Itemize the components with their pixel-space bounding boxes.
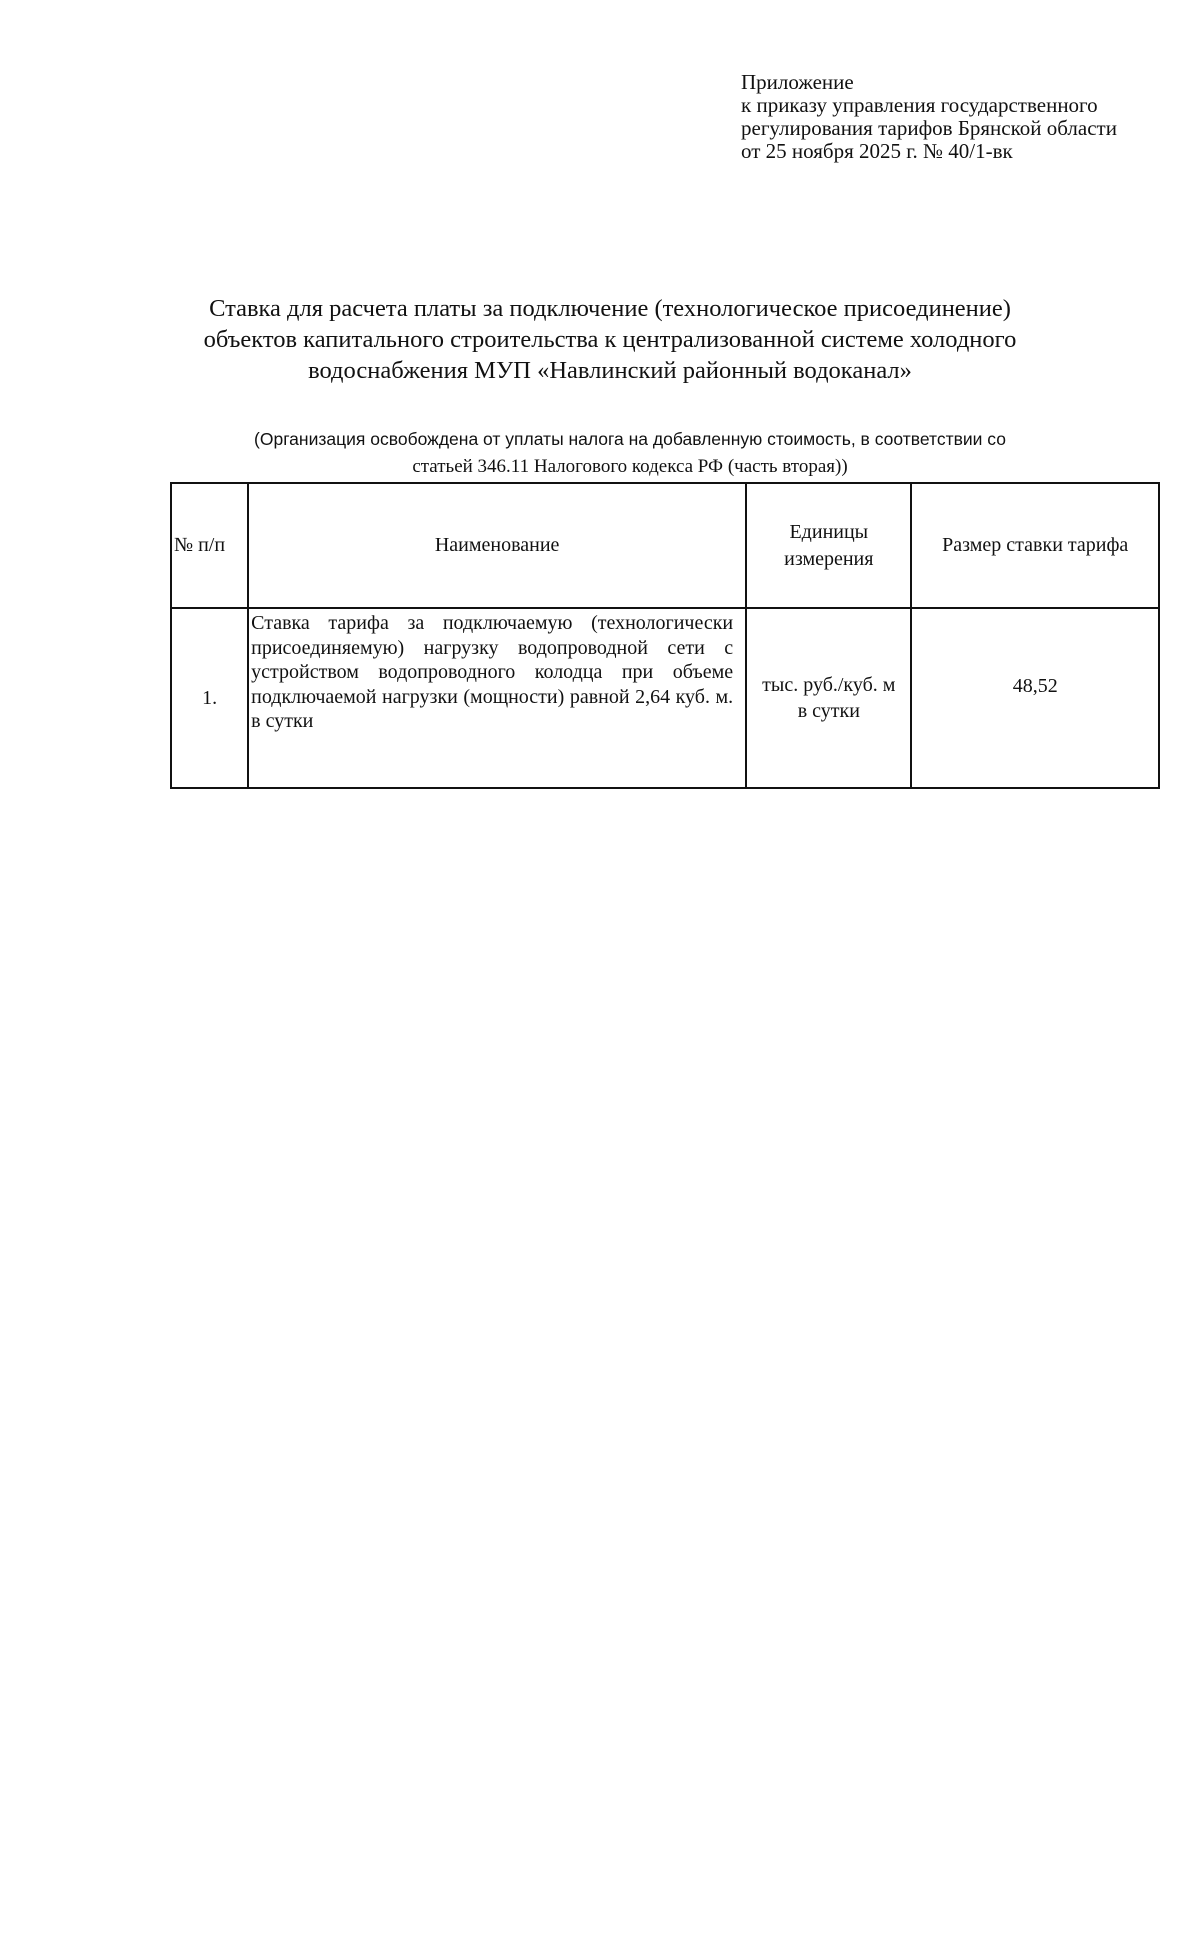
- table-header-row: [171, 483, 1159, 608]
- row-unit-line: в сутки: [797, 700, 860, 722]
- header-value: Размер ставки тарифа: [911, 483, 1159, 608]
- title-line: Ставка для расчета платы за подключение (технологическое присоединение): [209, 295, 1011, 322]
- document-title: [150, 293, 1070, 386]
- appendix-block: [741, 71, 1181, 163]
- row-name: Ставка тарифа за подключаемую (технологически присоединяемую) нагрузку водопроводной сети с устройством водопроводного колодца при объеме подключаемой нагрузки (мощности) равной 2,64 куб. м. в сутки: [248, 608, 746, 788]
- header-number: № п/п: [171, 483, 248, 608]
- header-unit: [746, 483, 911, 608]
- row-value-text: 48,52: [1012, 674, 1058, 697]
- note-line: статьей 346.11 Налогового кодекса РФ (часть вторая)): [412, 456, 848, 477]
- row-unit-line: тыс. руб./куб. м: [762, 674, 896, 696]
- header-name: Наименование: [248, 483, 746, 608]
- header-unit-line: Единицы: [789, 520, 869, 543]
- appendix-line: от 25 ноября 2025 г. № 40/1-вк: [741, 139, 1013, 163]
- row-unit: [746, 608, 911, 788]
- appendix-line: регулирования тарифов Брянской области: [741, 116, 1117, 140]
- table-row: [171, 608, 1159, 788]
- tax-note: [170, 425, 1090, 481]
- appendix-line: к приказу управления государственного: [741, 93, 1098, 117]
- row-value: [911, 608, 1159, 788]
- header-unit-line: измерения: [784, 547, 874, 570]
- title-line: водоснабжения МУП «Навлинский районный водоканал»: [308, 357, 912, 384]
- title-line: объектов капитального строительства к централизованной системе холодного: [203, 326, 1017, 353]
- tariff-table: [170, 482, 1160, 789]
- appendix-line: Приложение: [741, 70, 854, 94]
- row-number: 1.: [171, 608, 248, 788]
- note-line: (Организация освобождена от уплаты налога на добавленную стоимость, в соответствии со: [254, 429, 1006, 449]
